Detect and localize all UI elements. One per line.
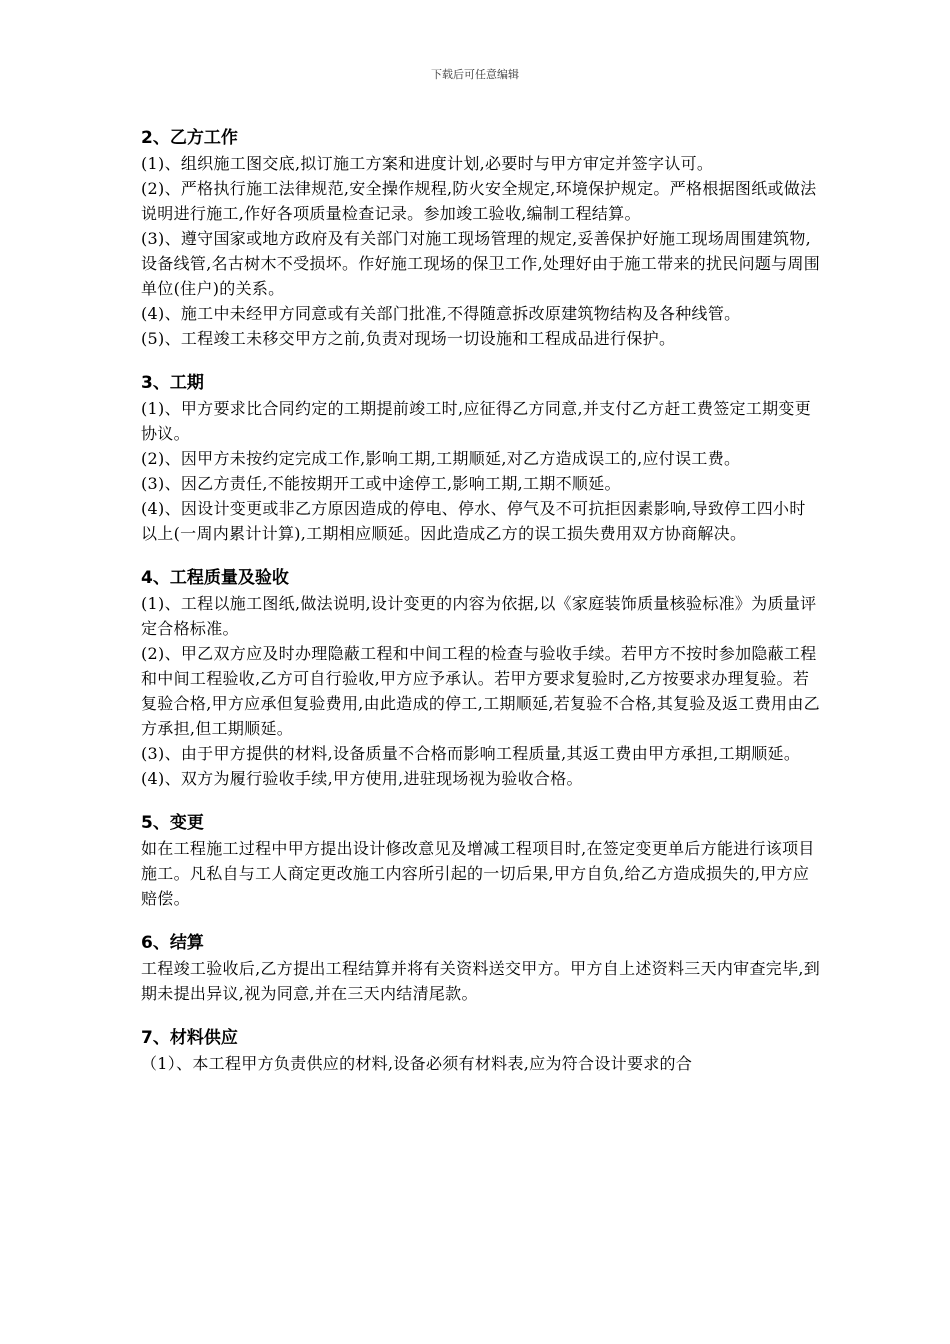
paragraph: (4)、因设计变更或非乙方原因造成的停电、停水、停气及不可抗拒因素影响,导致停工四小时以上(一周内累计计算),工期相应顺延。因此造成乙方的误工损失费用双方协商解决。: [141, 499, 806, 543]
section-title: 4、工程质量及验收: [141, 568, 289, 588]
section-title: 7、材料供应: [141, 1028, 238, 1048]
paragraph: (3)、遵守国家或地方政府及有关部门对施工现场管理的规定,妥善保护好施工现场周围建筑物,设备线管,名古树木不受损坏。作好施工现场的保卫工作,处理好由于施工带来的扰民问题与周围单位(住户)的关系。: [141, 229, 821, 298]
section-title: 5、变更: [141, 813, 204, 833]
paragraph: (4)、双方为履行验收手续,甲方使用,进驻现场视为验收合格。: [141, 769, 583, 788]
section-title: 6、结算: [141, 933, 204, 953]
page-header-note: 下载后可任意编辑: [431, 68, 519, 81]
paragraph: (2)、严格执行施工法律规范,安全操作规程,防火安全规定,环境保护规定。严格根据图纸或做法说明进行施工,作好各项质量检查记录。参加竣工验收,编制工程结算。: [141, 179, 817, 223]
paragraph: (3)、因乙方责任,不能按期开工或中途停工,影响工期,工期不顺延。: [141, 474, 621, 493]
section-contractor-work: [141, 126, 821, 351]
section-title: 3、工期: [141, 373, 204, 393]
section-material-supply: [141, 1026, 821, 1076]
document-body: [141, 126, 821, 1096]
paragraph: （1）、本工程甲方负责供应的材料,设备必须有材料表,应为符合设计要求的合: [141, 1054, 693, 1073]
paragraph: (2)、因甲方未按约定完成工作,影响工期,工期顺延,对乙方造成误工的,应付误工费。: [141, 449, 741, 468]
section-title: 2、乙方工作: [141, 128, 238, 148]
paragraph: (2)、甲乙双方应及时办理隐蔽工程和中间工程的检查与验收手续。若甲方不按时参加隐蔽工程和中间工程验收,乙方可自行验收,甲方应予承认。若甲方要求复验时,乙方按要求办理复验。若复验合格,甲方应承但复验费用,由此造成的停工,工期顺延,若复验不合格,其复验及返工费用由乙方承担,但工期顺延。: [141, 644, 820, 738]
paragraph: (1)、工程以施工图纸,做法说明,设计变更的内容为依据,以《家庭装饰质量核验标准》为质量评定合格标准。: [141, 594, 817, 638]
section-settlement: [141, 931, 821, 1006]
paragraph: (1)、甲方要求比合同约定的工期提前竣工时,应征得乙方同意,并支付乙方赶工费签定工期变更协议。: [141, 399, 812, 443]
paragraph: 工程竣工验收后,乙方提出工程结算并将有关资料送交甲方。甲方自上述资料三天内审查完毕,到期未提出异议,视为同意,并在三天内结清尾款。: [141, 959, 821, 1003]
paragraph: (5)、工程竣工未移交甲方之前,负责对现场一切设施和工程成品进行保护。: [141, 329, 676, 348]
section-quality-acceptance: [141, 566, 821, 791]
section-changes: [141, 811, 821, 911]
section-schedule: [141, 371, 821, 546]
paragraph: (4)、施工中未经甲方同意或有关部门批准,不得随意拆改原建筑物结构及各种线管。: [141, 304, 741, 323]
paragraph: (1)、组织施工图交底,拟订施工方案和进度计划,必要时与甲方审定并签字认可。: [141, 154, 714, 173]
paragraph: (3)、由于甲方提供的材料,设备质量不合格而影响工程质量,其返工费由甲方承担,工期顺延。: [141, 744, 801, 763]
paragraph: 如在工程施工过程中甲方提出设计修改意见及增减工程项目时,在签定变更单后方能进行该项目施工。凡私自与工人商定更改施工内容所引起的一切后果,甲方自负,给乙方造成损失的,甲方应赔偿。: [141, 839, 815, 908]
